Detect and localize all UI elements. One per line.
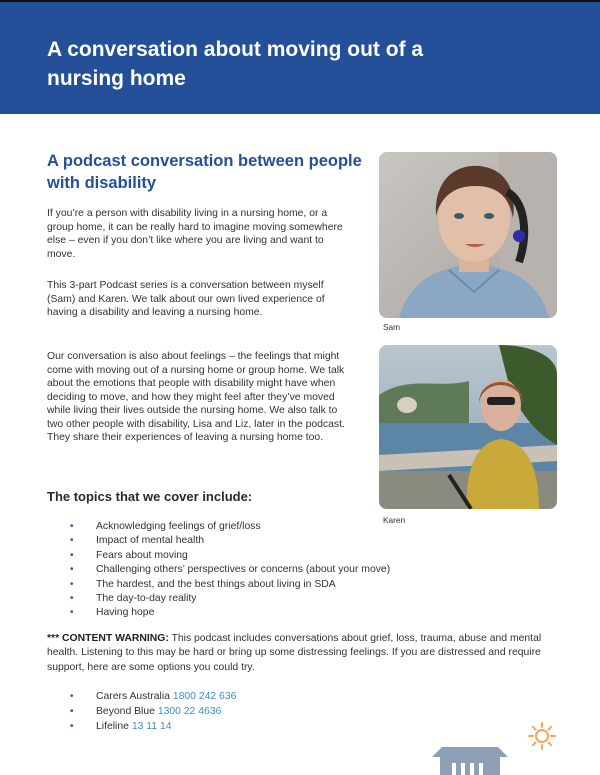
karen-caption: Karen [383, 515, 406, 525]
sam-caption: Sam [383, 322, 401, 332]
contact-phone-link[interactable]: 1800 242 636 [172, 691, 237, 702]
contact-name: Beyond Blue [96, 705, 158, 717]
topic-item [70, 549, 390, 563]
bullet-icon: • [70, 578, 74, 590]
topic-text: Impact of mental health [96, 535, 205, 547]
bullet-icon: • [70, 607, 74, 619]
sam-photo [379, 152, 557, 318]
topic-item [70, 578, 390, 592]
topic-item [70, 592, 390, 606]
content-warning [47, 632, 552, 675]
topic-item [70, 534, 390, 548]
topic-item [70, 520, 390, 534]
contact-name: Carers Australia [96, 691, 173, 702]
sun-icon [528, 722, 556, 750]
bullet-icon: • [70, 691, 74, 702]
contact-phone-link[interactable]: 1300 22 4636 [157, 705, 222, 717]
bullet-icon: • [70, 720, 74, 732]
bullet-icon: • [70, 564, 74, 576]
topic-text: Challenging others’ perspectives or concerns (about your move) [96, 564, 391, 576]
topic-text: Fears about moving [96, 549, 188, 561]
contact-phone-link[interactable]: 13 11 14 [131, 720, 172, 732]
topic-text: The day-to-day reality [96, 593, 197, 605]
bullet-icon: • [70, 593, 74, 605]
intro-paragraph-3: Our conversation is also about feelings – the feelings that might come with moving out of a nursing home or group home. We talk about the emotions that people with disability might have when deciding to move, and how they might feel after they’ve moved while living their lives outside the nursing home. We also talk to two other people with disability, Lisa and Liz, later in the podcast. They share their experiences of leaving a nursing home too. [47, 351, 345, 443]
topic-text: Having hope [96, 607, 155, 619]
content-warning-text: This podcast includes conversations about grief, loss, trauma, abuse and mental health. Listening to this may be hard or bring up some distressing feelings. If you are distressed and require support, here are some options you could try. [47, 633, 542, 673]
bullet-icon: • [70, 549, 74, 561]
bullet-icon: • [70, 521, 74, 532]
contact-name: Lifeline [96, 720, 132, 732]
topic-text: The hardest, and the best things about living in SDA [96, 578, 336, 590]
content-warning-label: *** CONTENT WARNING: [47, 633, 169, 644]
section-title: A podcast conversation between people with disability [47, 152, 362, 192]
topics-list [70, 520, 390, 621]
karen-photo [379, 345, 557, 509]
page-title: A conversation about moving out of a nursing home [47, 38, 424, 90]
topic-item [70, 563, 390, 577]
intro-paragraph-1: If you’re a person with disability living in a nursing home, or a group home, it can be really hard to imagine moving somewhere else – even if you don’t like where you are living and want to move. [47, 208, 343, 260]
contact-item [70, 705, 236, 720]
topics-heading: The topics that we cover include: [47, 489, 253, 504]
topic-item [70, 606, 390, 620]
contact-item [70, 690, 236, 705]
bullet-icon: • [70, 535, 74, 547]
support-contacts-list [70, 690, 236, 734]
topic-text: Acknowledging feelings of grief/loss [96, 521, 261, 532]
bullet-icon: • [70, 705, 74, 717]
contact-item [70, 720, 236, 735]
header-banner [0, 0, 600, 114]
house-icon [432, 747, 508, 775]
intro-paragraph-2: This 3-part Podcast series is a conversation between myself (Sam) and Karen. We talk about our own lived experience of having a disability and leaving a nursing home. [47, 280, 325, 318]
